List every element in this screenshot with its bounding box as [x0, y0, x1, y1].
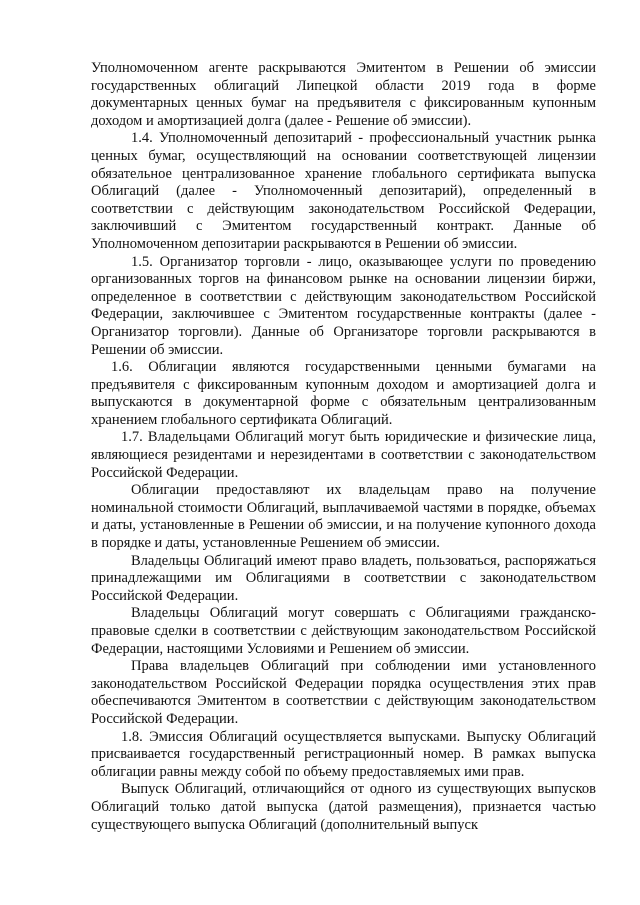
- paragraph-additional-issue: Выпуск Облигаций, отличающийся от одного из существующих выпусков Облигаций только датой выпуска (датой размещения), признается частью существующего выпуска Облигаций (дополнительный выпуск: [91, 781, 596, 833]
- paragraph-1-6-bond-form: 1.6. Облигации являются государственными ценными бумагами на предъявителя с фиксированным купонным доходом и амортизацией долга и выпускаются в документарной форме с обязательным централизованным хранением глобального сертификата Облигаций.: [91, 359, 596, 428]
- paragraph-1-5-trading-organizer: 1.5. Организатор торговли - лицо, оказывающее услуги по проведению организованных торгов на финансовом рынке на основании лицензии биржи, определенное в соответствии с действующим законодательством Российской Федерации, заключившее с Эмитентом государственные контракты (далее - Организатор торговли). Данные об Организаторе торговли раскрываются в Решении об эмиссии.: [91, 253, 596, 358]
- paragraph-1-7-bond-holders: 1.7. Владельцами Облигаций могут быть юридические и физические лица, являющиеся резидентами и нерезидентами в соответствии с законодательством Российской Федерации.: [91, 429, 596, 481]
- paragraph-holder-rights-guarantee: Права владельцев Облигаций при соблюдении ими установленного законодательством Российской Федерации порядка осуществления этих прав обеспечиваются Эмитентом в соответствии с действующим законодательством Российской Федерации.: [91, 658, 596, 727]
- paragraph-holder-rights-payments: Облигации предоставляют их владельцам право на получение номинальной стоимости Облигаций, выплачиваемой частями в порядке, объемах и даты, установленные в Решении об эмиссии, и на получение купонного дохода в порядке и даты, установленные Решением об эмиссии.: [91, 482, 596, 552]
- paragraph-holder-rights-ownership: Владельцы Облигаций имеют право владеть, пользоваться, распоряжаться принадлежащими им Облигациями в соответствии с законодательством Российской Федерации.: [91, 552, 596, 604]
- paragraph-1-4-authorized-depository: 1.4. Уполномоченный депозитарий - профессиональный участник рынка ценных бумаг, осуществляющий на основании соответствующей лицензии обязательное централизованное хранение глобального сертификата выпуска Облигаций (далее - Уполномоченный депозитарий), определенный в соответствии с действующим законодательством Российской Федерации, заключивший с Эмитентом государственный контракт. Данные об Уполномоченном депозитарии раскрываются в Решении об эмиссии.: [91, 130, 596, 252]
- document-page: [91, 60, 596, 834]
- paragraph-holder-rights-transactions: Владельцы Облигаций могут совершать с Облигациями гражданско-правовые сделки в соответствии с действующим законодательством Российской Федерации, настоящими Условиями и Решением об эмиссии.: [91, 605, 596, 657]
- paragraph-continuation: Уполномоченном агенте раскрываются Эмитентом в Решении об эмиссии государственных облигаций Липецкой области 2019 года в форме документарных ценных бумаг на предъявителя с фиксированным купонным доходом и амортизацией долга (далее - Решение об эмиссии).: [91, 60, 596, 129]
- paragraph-1-8-issuance: 1.8. Эмиссия Облигаций осуществляется выпусками. Выпуску Облигаций присваивается государственный регистрационный номер. В рамках выпуска облигации равны между собой по объему предоставляемых ими прав.: [91, 728, 596, 780]
